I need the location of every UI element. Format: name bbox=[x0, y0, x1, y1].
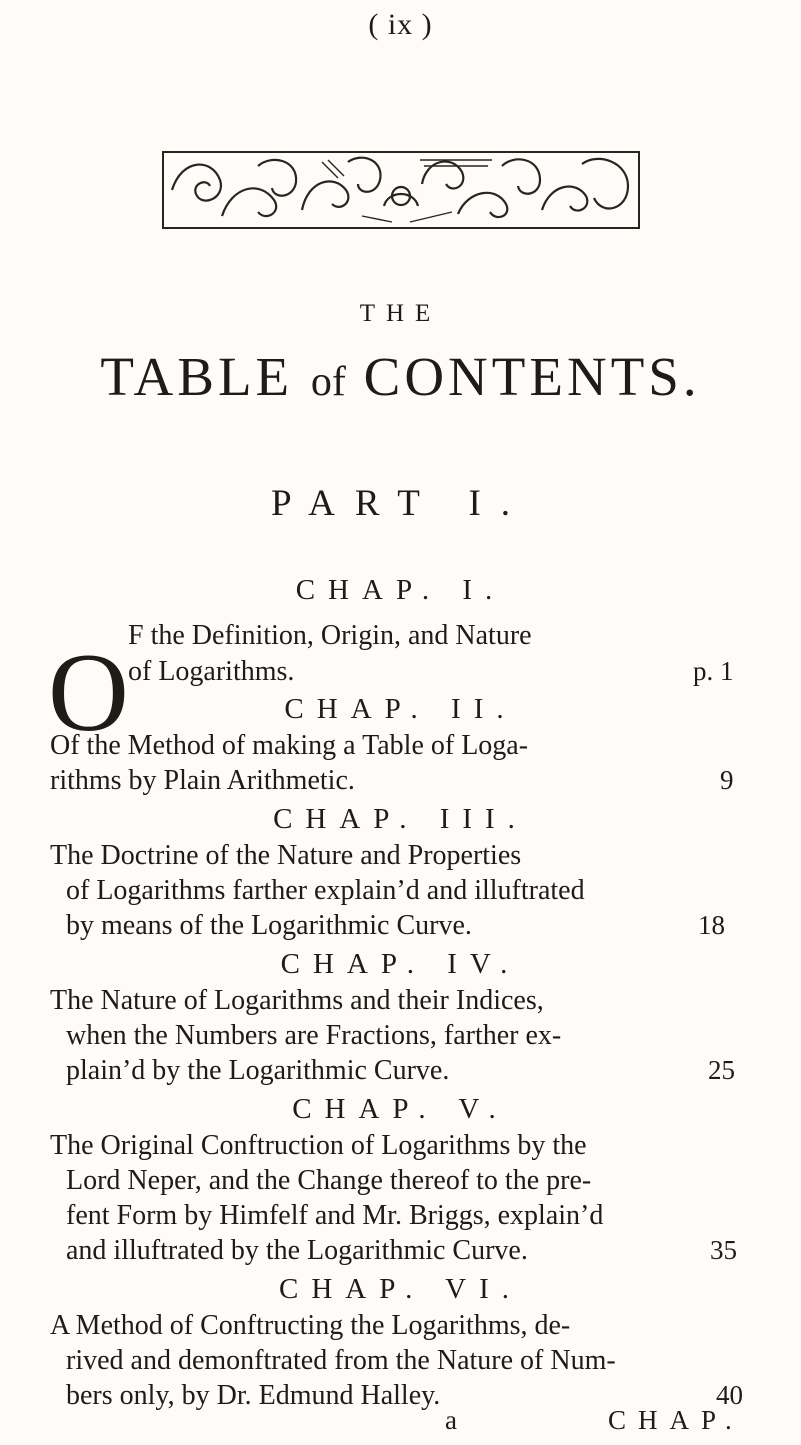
signature-mark: a bbox=[445, 1405, 457, 1435]
toc-entry-line: plain’d by the Logarithmic Curve. bbox=[66, 1055, 450, 1086]
toc-page-number: 35 bbox=[710, 1235, 737, 1265]
toc-entry-line: The Doctrine of the Nature and Properties bbox=[50, 840, 522, 871]
toc-entry-line: The Nature of Logarithms and their Indices, bbox=[50, 985, 544, 1016]
drop-cap: O bbox=[48, 631, 129, 755]
toc-entry-line: and illuftrated by the Logarithmic Curve. bbox=[66, 1235, 528, 1266]
toc-entry-line: by means of the Logarithmic Curve. bbox=[66, 910, 472, 941]
toc-entry-line: when the Numbers are Fractions, farther ex- bbox=[66, 1020, 562, 1051]
toc-entry-line: Lord Neper, and the Change thereof to the pre- bbox=[66, 1165, 592, 1196]
toc-entry-line: rithms by Plain Arithmetic. bbox=[50, 765, 355, 796]
toc-entry-line: of Logarithms farther explain’d and illuftrated bbox=[66, 875, 585, 906]
title-the: THE bbox=[359, 300, 442, 327]
toc-entry-line: bers only, by Dr. Edmund Halley. bbox=[66, 1380, 441, 1411]
toc-entry-line: rived and demonftrated from the Nature of Num- bbox=[66, 1345, 616, 1376]
toc-entry-line: F the Definition, Origin, and Nature bbox=[128, 620, 532, 651]
toc-entry-line: The Original Conftruction of Logarithms by the bbox=[50, 1130, 587, 1161]
toc-page-number: 18 bbox=[698, 910, 725, 940]
title-table: TABLE bbox=[100, 346, 294, 407]
chapter-heading: CHAP. II. bbox=[284, 693, 517, 725]
toc-page-number: 9 bbox=[720, 765, 734, 795]
chapter-heading: CHAP. VI. bbox=[279, 1273, 522, 1305]
chapter-heading: CHAP. I. bbox=[295, 574, 506, 606]
main-title bbox=[0, 345, 801, 408]
chapter-heading: CHAP. IV. bbox=[280, 948, 521, 980]
catchword: CHAP. bbox=[608, 1405, 744, 1435]
title-of: of bbox=[310, 359, 346, 405]
toc-entry-line: of Logarithms. bbox=[128, 656, 295, 687]
page-number: ( ix ) bbox=[368, 8, 433, 41]
toc-entry-line: fent Form by Himfelf and Mr. Briggs, explain’d bbox=[66, 1200, 604, 1231]
headpiece-ornament bbox=[162, 150, 640, 230]
toc-entry-line: A Method of Conftructing the Logarithms, de- bbox=[50, 1310, 571, 1341]
toc-entry-line: Of the Method of making a Table of Loga- bbox=[50, 730, 529, 761]
toc-page-number: 25 bbox=[708, 1055, 735, 1085]
title-contents: CONTENTS. bbox=[363, 346, 701, 407]
chapter-heading: CHAP. III. bbox=[273, 803, 528, 835]
part-heading: PART I. bbox=[270, 483, 531, 524]
toc-page-number: 40 bbox=[716, 1380, 743, 1410]
chapter-heading: CHAP. V. bbox=[292, 1093, 509, 1125]
toc-page-number: p. 1 bbox=[693, 656, 734, 686]
